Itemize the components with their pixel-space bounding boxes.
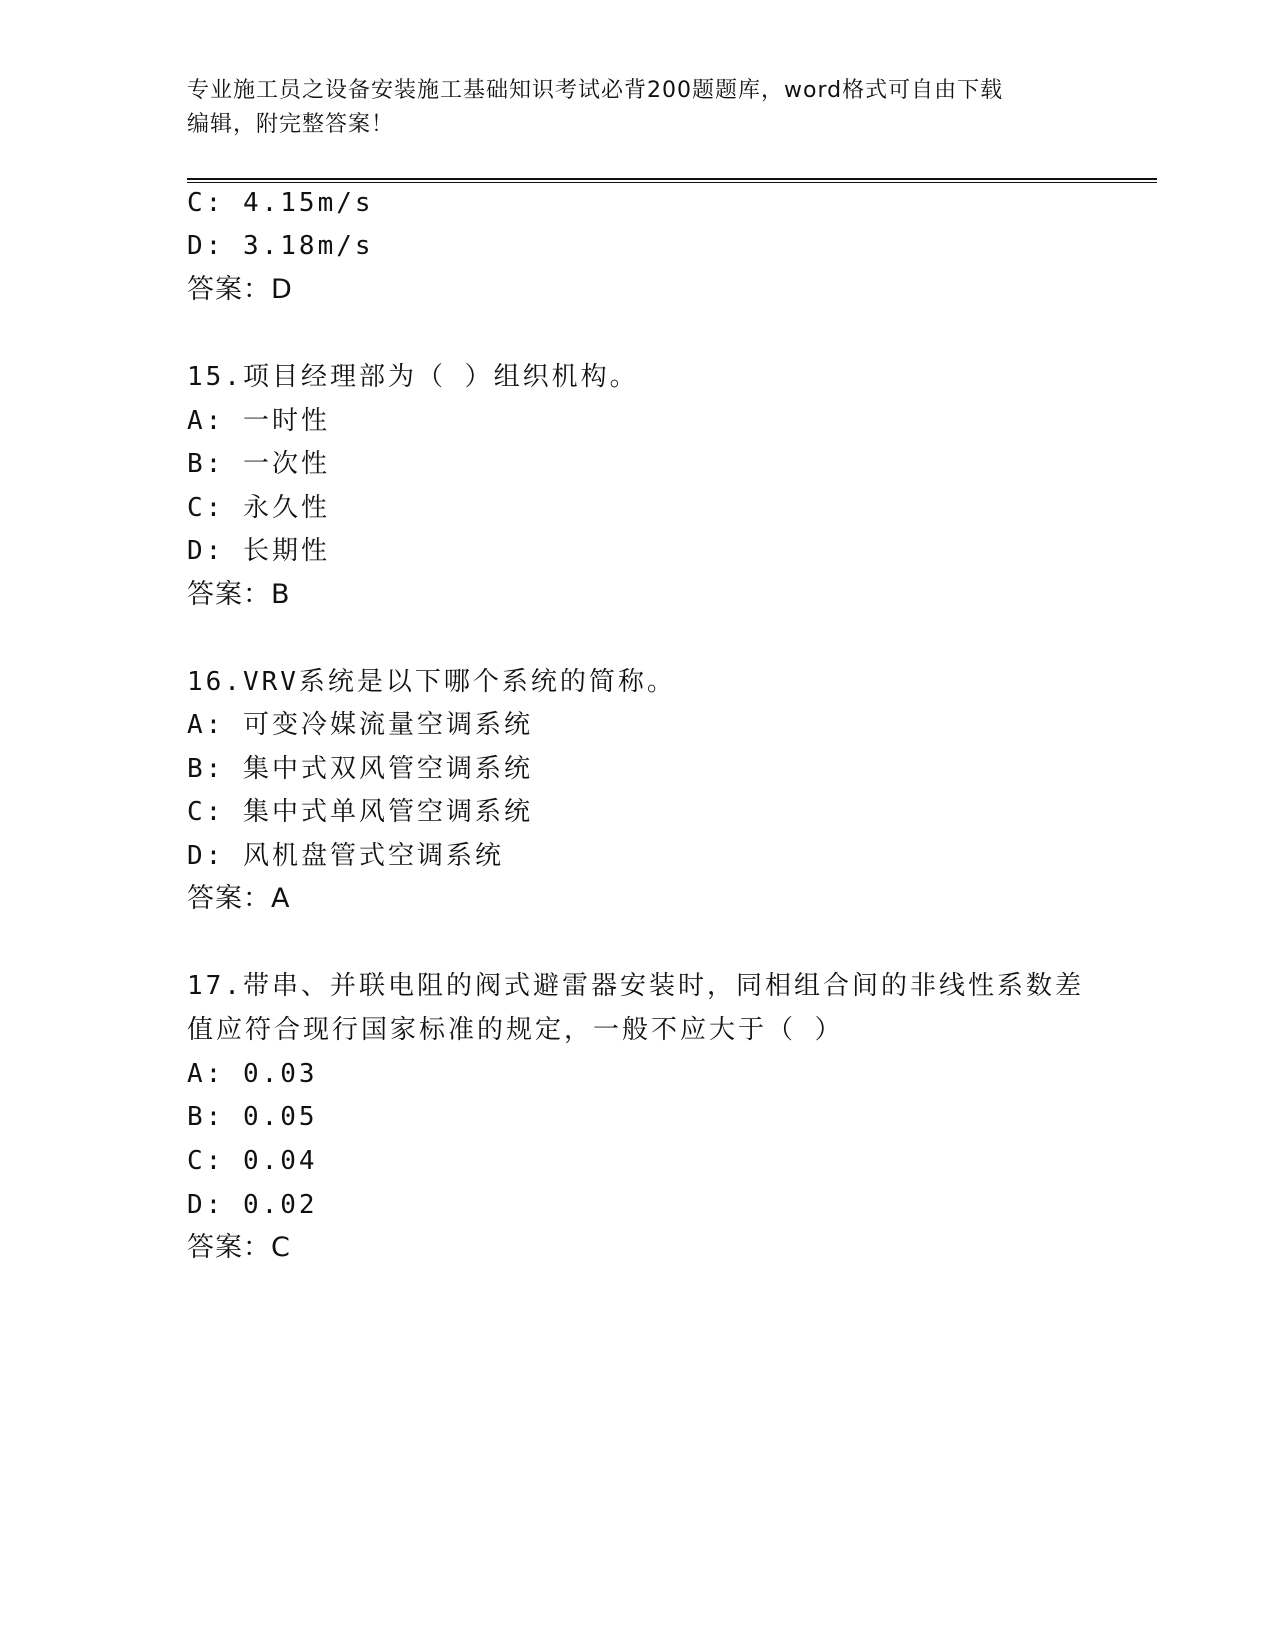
option-c: C: 0.04 <box>187 1146 318 1176</box>
document-page <box>187 0 1157 1650</box>
question-stem-continued: 值应符合现行国家标准的规定，一般不应大于（ ） <box>187 1015 844 1045</box>
option-b: B: 集中式双风管空调系统 <box>187 754 533 784</box>
answer-line: 答案：B <box>187 579 291 610</box>
answer-line: 答案：C <box>187 1232 291 1263</box>
option-c: C: 4.15m/s <box>187 188 374 218</box>
option-d: D: 0.02 <box>187 1190 318 1220</box>
header-line-2: 编辑，附完整答案！ <box>187 112 395 137</box>
option-d: D: 风机盘管式空调系统 <box>187 841 504 871</box>
option-b: B: 0.05 <box>187 1102 318 1132</box>
option-c: C: 集中式单风管空调系统 <box>187 797 533 827</box>
option-a: A: 一时性 <box>187 406 330 436</box>
question-stem: 17.带串、并联电阻的阀式避雷器安装时，同相组合间的非线性系数差 <box>187 971 1084 1001</box>
option-a: A: 可变冷媒流量空调系统 <box>187 710 533 740</box>
document-header <box>187 74 1087 142</box>
question-stem: 16.VRV系统是以下哪个系统的简称。 <box>187 667 676 697</box>
answer-line: 答案：D <box>187 274 293 305</box>
option-c: C: 永久性 <box>187 493 330 523</box>
option-b: B: 一次性 <box>187 449 330 479</box>
option-d: D: 长期性 <box>187 536 330 566</box>
header-line-1: 专业施工员之设备安装施工基础知识考试必背200题题库，word格式可自由下载 <box>187 78 1004 103</box>
option-a: A: 0.03 <box>187 1059 318 1089</box>
option-d: D: 3.18m/s <box>187 231 374 261</box>
header-divider <box>187 178 1157 183</box>
question-stem: 15.项目经理部为（ ）组织机构。 <box>187 362 639 392</box>
answer-line: 答案：A <box>187 883 291 914</box>
